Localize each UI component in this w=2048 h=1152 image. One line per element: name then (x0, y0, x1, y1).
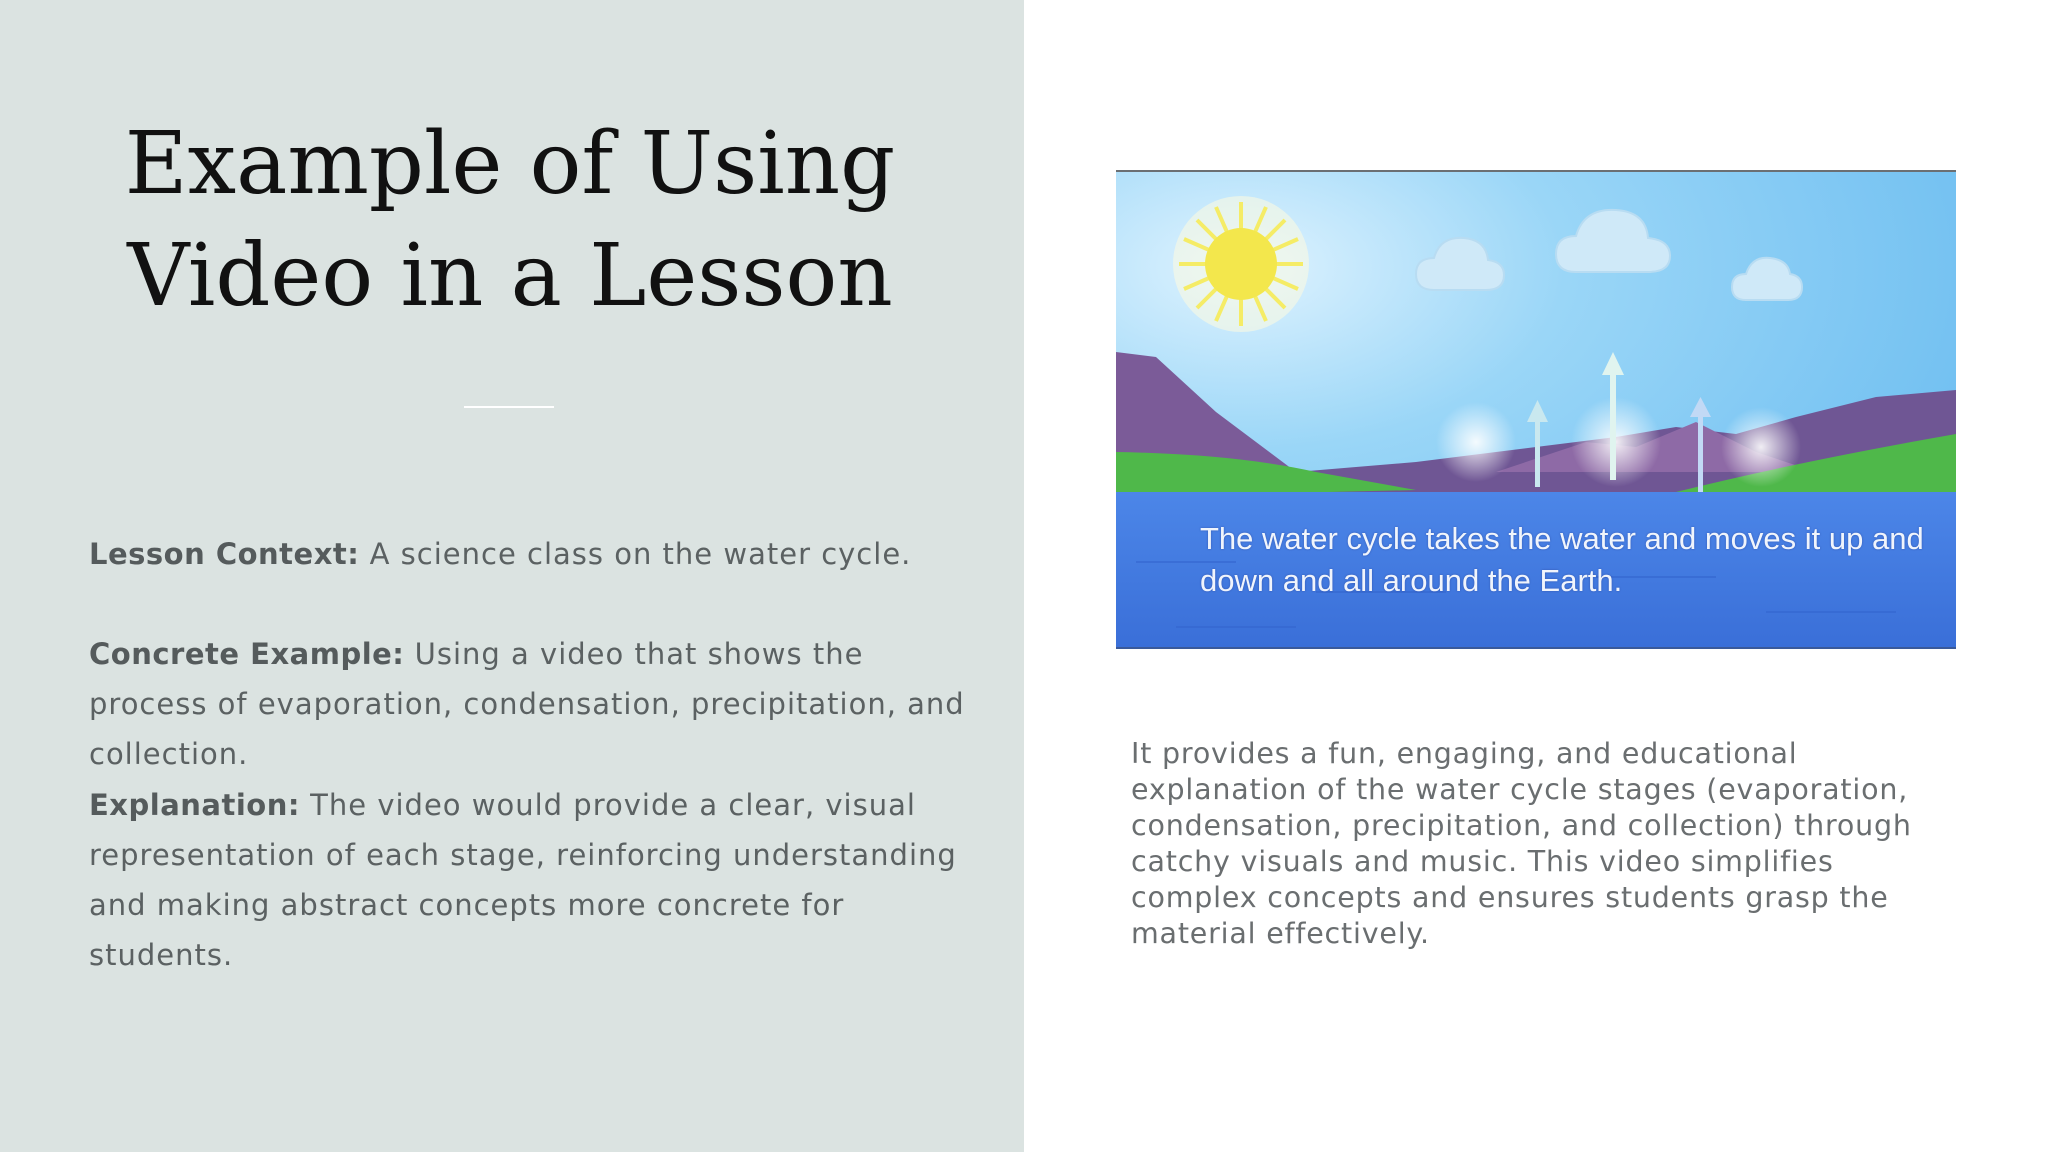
concrete-example-label: Concrete Example: (89, 637, 405, 671)
lesson-context-label: Lesson Context: (89, 537, 360, 571)
title-line-2: Video in a Lesson (127, 226, 893, 326)
title-line-1: Example of Using (124, 114, 896, 214)
explanation-paragraph (89, 780, 989, 980)
concrete-example-paragraph (89, 629, 989, 779)
lesson-context-text: A science class on the water cycle. (359, 537, 912, 571)
title-divider (464, 406, 554, 408)
explanation-text: The video would provide a clear, visual representation of each stage, reinforcing understanding and making abstract concepts more concrete for students. (89, 788, 957, 972)
sun-icon (1173, 196, 1309, 332)
video-description: It provides a fun, engaging, and educational explanation of the water cycle stages (evaporation, condensation, precipitation, and collection) through catchy visuals and music. This video simplifies complex concepts and ensures students grasp the material effectively. (1131, 737, 1912, 950)
slide-title (110, 108, 910, 332)
water-cycle-video-still[interactable] (1116, 170, 1956, 649)
concrete-example-text: Using a video that shows the process of evaporation, condensation, precipitation, and collection. (89, 637, 965, 771)
explanation-label: Explanation: (89, 788, 300, 822)
lesson-context-paragraph (89, 529, 989, 579)
evaporation-glows (1436, 397, 1801, 487)
video-caption: The water cycle takes the water and moves it up and down and all around the Earth. (1200, 521, 1924, 598)
